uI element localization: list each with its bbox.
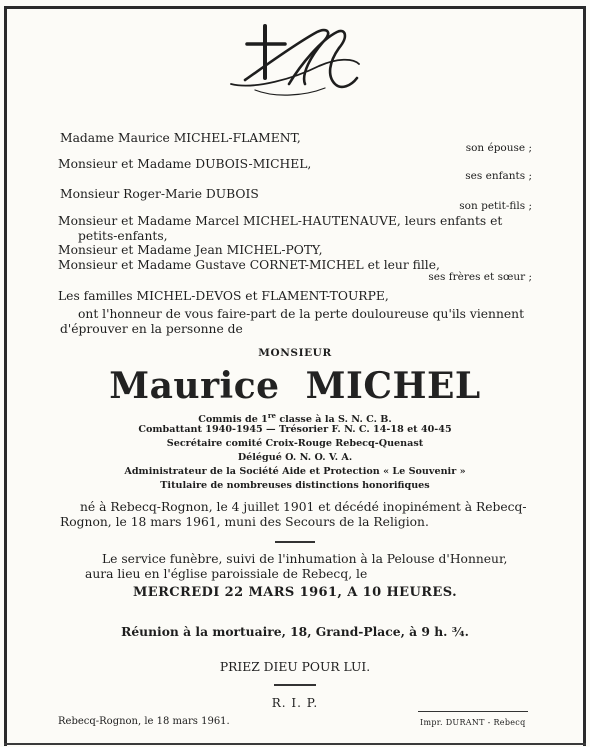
distinction-line: Administrateur de la Société Aide et Protection « Le Souvenir »: [124, 466, 466, 477]
sibling-line-1: Monsieur et Madame Marcel MICHEL-HAUTENAUVE, leurs enfants et: [58, 214, 503, 228]
sibling-line-1-cont: petits-enfants,: [78, 229, 168, 243]
children-line: Monsieur et Madame DUBOIS-MICHEL,: [58, 157, 312, 171]
rip: R. I. P.: [271, 696, 319, 710]
announce-line-2: d'éprouver en la personne de: [60, 322, 243, 336]
border-bottom: [4, 743, 586, 745]
children-role: ses enfants ;: [465, 170, 532, 182]
distinction-line: Titulaire de nombreuses distinctions honorifiques: [160, 480, 430, 491]
border-top: [4, 6, 586, 9]
distinction-line: Combattant 1940-1945 — Trésorier F. N. C. 14-18 et 40-45: [138, 424, 452, 435]
divider: [274, 684, 316, 686]
grandson-line: Monsieur Roger-Marie DUBOIS: [60, 187, 259, 201]
service-line-2: aura lieu en l'église paroissiale de Rebecq, le: [85, 567, 368, 581]
divider: [275, 541, 315, 543]
cross-monogram-icon: [225, 18, 365, 100]
families-line: Les familles MICHEL-DEVOS et FLAMENT-TOURPE,: [58, 289, 389, 303]
wife-role: son épouse ;: [465, 142, 532, 154]
birth-line-1: né à Rebecq-Rognon, le 4 juillet 1901 et décédé inopinément à Rebecq-: [80, 500, 527, 514]
sibling-line-2: Monsieur et Madame Jean MICHEL-POTY,: [58, 243, 323, 257]
deceased-name: [20, 366, 570, 406]
siblings-role: ses frères et sœur ;: [428, 271, 532, 283]
prayer-line: PRIEZ DIEU POUR LUI.: [219, 660, 371, 674]
service-date: MERCREDI 22 MARS 1961, A 10 HEURES.: [132, 585, 457, 600]
distinction-line: Secrétaire comité Croix-Rouge Rebecq-Quenast: [166, 438, 424, 449]
deceased-first-name: Maurice: [109, 365, 280, 407]
distinction-line: Commis de 1re classe à la S. N. C. B.: [198, 411, 392, 426]
grandson-role: son petit-fils ;: [459, 200, 532, 212]
honorific: MONSIEUR: [258, 347, 332, 359]
border-left: [4, 6, 7, 746]
footer-place-date: Rebecq-Rognon, le 18 mars 1961.: [58, 716, 230, 727]
service-line-1: Le service funèbre, suivi de l'inhumation à la Pelouse d'Honneur,: [102, 552, 508, 566]
border-right: [583, 6, 586, 746]
sibling-line-3: Monsieur et Madame Gustave CORNET-MICHEL et leur fille,: [58, 258, 440, 272]
printer-credit: Impr. DURANT - Rebecq: [420, 718, 526, 727]
wife-line: Madame Maurice MICHEL-FLAMENT,: [60, 131, 301, 145]
deceased-last-name: MICHEL: [305, 365, 481, 407]
printer-rule: [418, 711, 528, 712]
distinction-line: Délégué O. N. O. V. A.: [237, 452, 353, 463]
announce-line-1: ont l'honneur de vous faire-part de la perte douloureuse qu'ils viennent: [78, 307, 525, 321]
gathering-line: Réunion à la mortuaire, 18, Grand-Place, à 9 h. ¾.: [121, 624, 469, 639]
birth-line-2: Rognon, le 18 mars 1961, muni des Secours de la Religion.: [60, 515, 429, 529]
